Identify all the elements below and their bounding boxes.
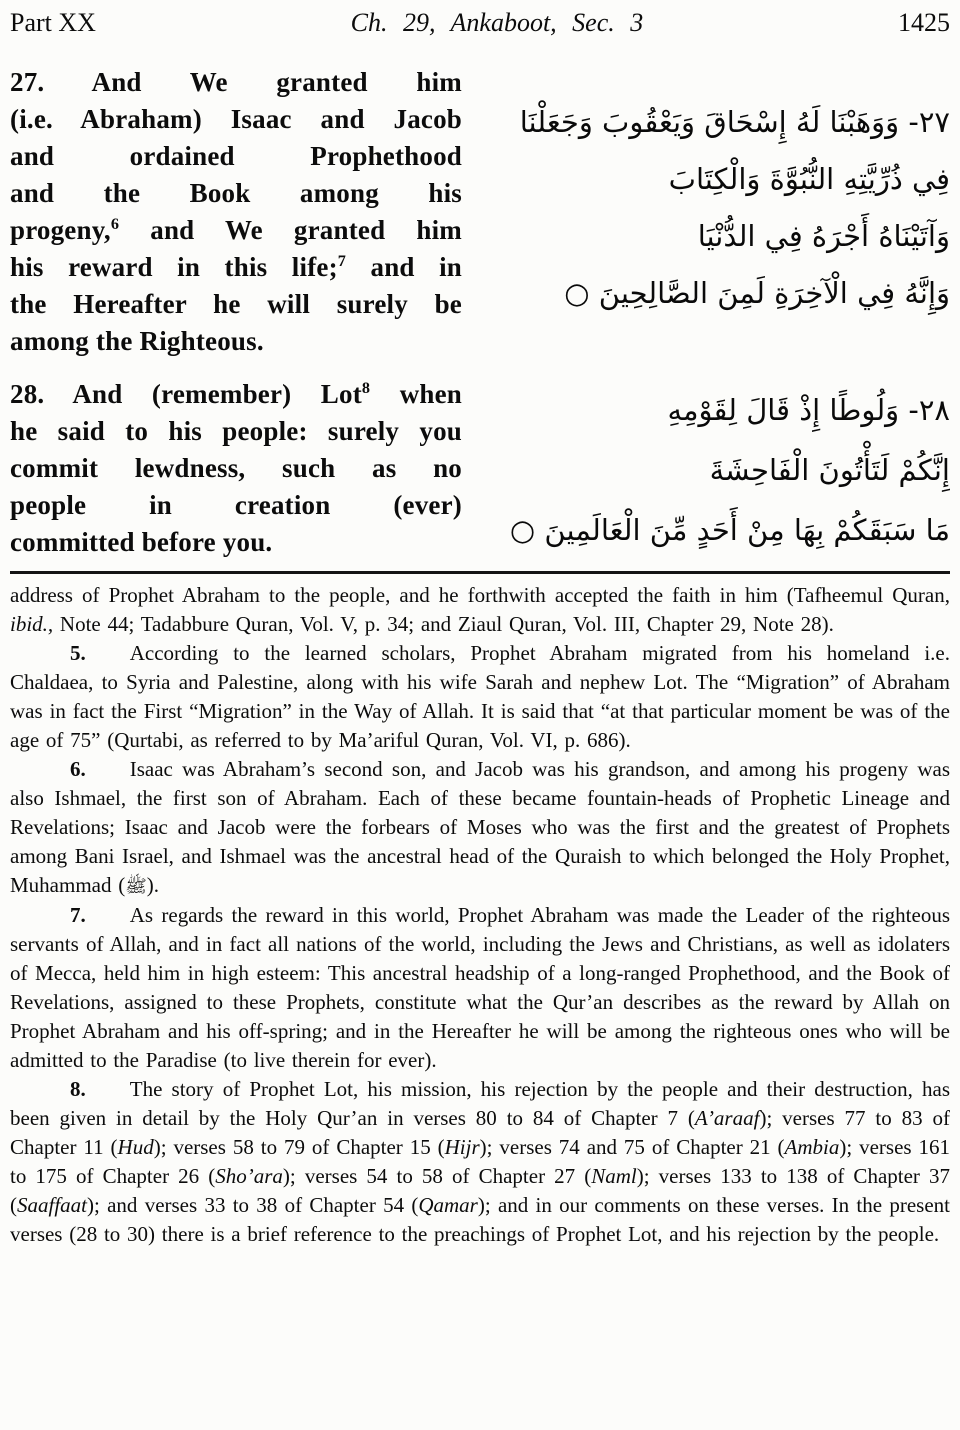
- footnote-reference: 8: [361, 379, 371, 397]
- verse-translation-line: the Hereafter he will surely be: [10, 289, 462, 319]
- book-title-italic: A’araaf: [694, 1106, 760, 1130]
- footnote-text: Isaac was Abraham’s second son, and Jacob was his grandson, and among his progeny was also Ishmael, the first son of Abraham. Each of these became fountain-heads of Prophetic Lineage and Revelations; Isaac and Jacob were the forbears of Moses who was the first and the greatest of Prophets among Bani Israel, and Ishmael was the ancestral head of the Quraish to which belonged the Holy Prophet, Muhammad (: [10, 757, 950, 897]
- page-header: [10, 8, 950, 44]
- footnotes-section: [10, 574, 950, 1249]
- verse-translation-line: 27. And We granted him: [10, 67, 462, 97]
- book-title-italic: Ambia: [784, 1135, 840, 1159]
- verse-arabic-line: فِي ذُرِّيَّتِهِ النُّبُوَّةَ وَالْكِتَابَ: [668, 162, 950, 196]
- footnote-text: ); and verses 33 to 38 of Chapter 54 (: [87, 1193, 419, 1217]
- footnote-text: The story of Prophet Lot, his mission, his rejection by the people and their destruction, has been given in detail by the Holy Qur’an in verses 80 to 84 of Chapter 7 (: [10, 1077, 950, 1130]
- verse-arabic-line: وَإِنَّهُ فِي الْآخِرَةِ لَمِنَ الصَّالِحِينَ ○: [564, 276, 950, 310]
- verse-translation-line: among the Righteous.: [10, 326, 264, 356]
- footnote-text: ); verses 133 to 138 of Chapter 37 (: [10, 1164, 951, 1217]
- verse-translation-line: 28. And (remember) Lot$^8$ when: [10, 379, 463, 409]
- footnote-text: ); verses 54 to 58 of Chapter 27 (: [282, 1164, 592, 1188]
- footnote-paragraph-6: [10, 755, 950, 901]
- verse-arabic-line: ٢٨- وَلُوطًا إِذْ قَالَ لِقَوْمِهِ: [667, 393, 950, 427]
- book-title-italic: ibid.,: [10, 612, 54, 636]
- verse-27-row: [10, 64, 950, 360]
- verse-28-english-translation: [10, 376, 462, 561]
- footnote-number: 5.: [70, 641, 86, 665]
- verse-translation-line: (i.e. Abraham) Isaac and Jacob: [10, 104, 462, 134]
- footnote-text: Note 44; Tadabbure Quran, Vol. V, p. 34; and Ziaul Quran, Vol. III, Chapter 29, Note 28).: [53, 612, 834, 636]
- verse-arabic-line: إِنَّكُمْ لَتَأْتُونَ الْفَاحِشَةَ: [709, 453, 950, 487]
- book-title-italic: Qamar: [418, 1193, 478, 1217]
- verse-translation-line: committed before you.: [10, 527, 273, 557]
- verse-arabic-line: وَآتَيْنَاهُ أَجْرَهُ فِي الدُّنْيَا: [697, 219, 950, 253]
- footnote-text: ); verses 74 and 75 of Chapter 21 (: [479, 1135, 785, 1159]
- footnote-text: As regards the reward in this world, Prophet Abraham was made the Leader of the righteous servants of Allah, and in fact all nations of the world, including the Jews and Christians, as well as idolaters of Mecca, held him in high esteem: This ancestral headship of a long-ranged Prophethood, and the Book of Revelations, assigned to these Prophets, constitute what the Qur’an describes as the reward by Allah on Prophet Abraham and his off-spring; and in the Hereafter he will be among the righteous ones who will be admitted to the Paradise (to live therein for ever).: [10, 903, 950, 1072]
- verse-translation-line: progeny,$^6$ and We granted him: [10, 215, 462, 245]
- verse-translation-line: commit lewdness, such as no: [10, 453, 462, 483]
- book-title-italic: Hijr: [444, 1135, 480, 1159]
- book-title-italic: Hud: [117, 1135, 154, 1159]
- footnote-text: ); verses 77 to 83 of Chapter 11 (: [10, 1106, 950, 1159]
- verse-arabic-line: ٢٧- وَوَهَبْنَا لَهُ إِسْحَاقَ وَيَعْقُوبَ وَجَعَلْنَا: [519, 105, 950, 139]
- book-title-italic: Saaffaat: [17, 1193, 88, 1217]
- verse-28-row: [10, 376, 950, 561]
- verse-arabic-line: مَا سَبَقَكُمْ بِهَا مِنْ أَحَدٍ مِّنَ الْعَالَمِينَ ○: [509, 513, 950, 547]
- chapter-title: Ch. 29, Ankaboot, Sec. 3: [350, 8, 644, 37]
- footnote-number: 7.: [70, 903, 86, 927]
- footnote-paragraph-7: [10, 901, 950, 1075]
- book-title-italic: Sho’ara: [215, 1164, 283, 1188]
- footnote-continuation-paragraph: [10, 581, 950, 639]
- footnote-reference: 6: [110, 215, 120, 233]
- footnote-paragraph-8: [10, 1075, 950, 1249]
- verse-translation-line: he said to his people: surely you: [10, 416, 462, 446]
- verse-translation-line: his reward in this life;$^7$ and in: [10, 252, 462, 282]
- part-label: Part XX: [10, 8, 96, 37]
- footnote-number: 6.: [70, 757, 86, 781]
- footnote-number: 8.: [70, 1077, 86, 1101]
- pbuh-symbol: ﷺ: [125, 876, 147, 897]
- verses-section: [10, 44, 950, 561]
- footnote-reference: 7: [337, 252, 347, 270]
- verse-28-arabic-text: [484, 376, 950, 561]
- footnote-text: address of Prophet Abraham to the people, and he forthwith accepted the faith in him (Tafheemul Quran,: [10, 583, 950, 607]
- verse-translation-line: and ordained Prophethood: [10, 141, 462, 171]
- footnote-text: ); verses 161 to 175 of Chapter 26 (: [10, 1135, 951, 1188]
- footnote-text: ); and in our comments on these verses. In the present verses (28 to 30) there is a brief reference to the preachings of Prophet Lot, and his rejection by the people.: [10, 1193, 950, 1246]
- verse-translation-line: and the Book among his: [10, 178, 462, 208]
- footnote-text: ); verses 58 to 79 of Chapter 15 (: [153, 1135, 445, 1159]
- footnote-paragraph-5: [10, 639, 950, 755]
- verse-translation-line: people in creation (ever): [10, 490, 462, 520]
- page-number: 1425: [897, 8, 950, 37]
- verse-27-english-translation: [10, 64, 462, 360]
- footnote-text: According to the learned scholars, Prophet Abraham migrated from his homeland i.e. Chaldaea, to Syria and Palestine, along with his wife Sarah and nephew Lot. The “Migration” of Abraham was in fact the First “Migration” in the Way of Allah. It is said that “at that particular moment be was of the age of 75” (Qurtabi, as referred to by Ma’ariful Quran, Vol. VI, p. 686).: [10, 641, 950, 752]
- verse-27-arabic-text: [484, 64, 950, 360]
- footnote-text: ).: [146, 873, 160, 897]
- book-title-italic: Naml: [591, 1164, 637, 1188]
